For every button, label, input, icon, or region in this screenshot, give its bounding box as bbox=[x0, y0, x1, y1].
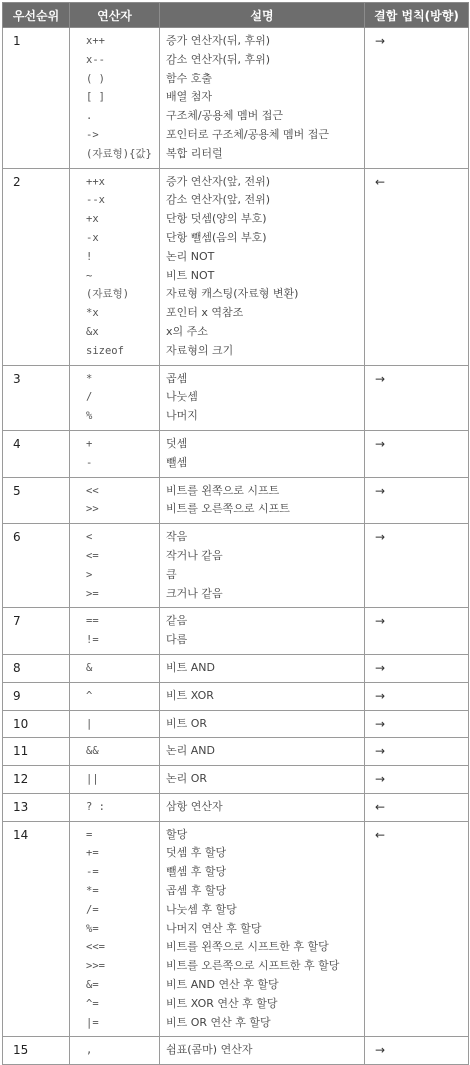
priority-cell bbox=[3, 1037, 70, 1065]
operator-symbol: >> bbox=[86, 503, 99, 516]
operator-description: 곱셈 bbox=[166, 371, 188, 385]
table-row bbox=[3, 1037, 469, 1065]
table-row bbox=[3, 365, 469, 430]
priority-value: 5 bbox=[13, 483, 21, 498]
priority-value: 9 bbox=[13, 688, 21, 703]
priority-cell bbox=[3, 682, 70, 710]
operator-description: 감소 연산자(앞, 전위) bbox=[166, 193, 271, 207]
operator-symbol: (자료형) bbox=[86, 288, 130, 301]
associativity-arrow-icon: ← bbox=[375, 174, 386, 189]
priority-cell bbox=[3, 608, 70, 655]
operator-description: 비트 XOR 연산 후 할당 bbox=[166, 996, 278, 1010]
operator-description: 삼항 연산자 bbox=[166, 799, 223, 813]
operator-symbol: --x bbox=[86, 194, 105, 207]
priority-value: 10 bbox=[13, 716, 29, 731]
table-row bbox=[3, 430, 469, 477]
operator-description: 단항 뺄셈(음의 부호) bbox=[166, 230, 267, 244]
description-cell bbox=[160, 1037, 365, 1065]
operator-description: 곱셈 후 할당 bbox=[166, 884, 227, 898]
operator-symbol: -x bbox=[86, 231, 99, 244]
priority-value: 14 bbox=[13, 827, 29, 842]
description-cell bbox=[160, 766, 365, 794]
operator-symbol: *= bbox=[86, 885, 99, 898]
associativity-cell bbox=[365, 710, 469, 738]
table-row bbox=[3, 524, 469, 608]
operator-symbol: || bbox=[86, 773, 99, 786]
associativity-arrow-icon: → bbox=[375, 1043, 386, 1058]
operator-symbol: == bbox=[86, 615, 99, 628]
operator-symbol: -= bbox=[86, 866, 99, 879]
operator-symbol: <= bbox=[86, 549, 99, 562]
priority-cell bbox=[3, 654, 70, 682]
description-cell bbox=[160, 738, 365, 766]
priority-value: 2 bbox=[13, 174, 21, 189]
operator-description: 논리 AND bbox=[166, 744, 215, 758]
priority-value: 12 bbox=[13, 772, 29, 787]
operator-description: 큼 bbox=[166, 567, 177, 581]
priority-cell bbox=[3, 430, 70, 477]
operator-cell bbox=[70, 524, 160, 608]
operator-description: 뺄셈 후 할당 bbox=[166, 865, 227, 879]
operator-cell bbox=[70, 738, 160, 766]
associativity-arrow-icon: → bbox=[375, 688, 386, 703]
header-associativity: 결합 법칙(방향) bbox=[365, 3, 469, 28]
description-cell bbox=[160, 365, 365, 430]
associativity-arrow-icon: → bbox=[375, 530, 386, 545]
operator-description: 논리 OR bbox=[166, 772, 208, 786]
operator-description: 구조체/공용체 멤버 접근 bbox=[166, 109, 283, 123]
operator-description: 뺄셈 bbox=[166, 455, 188, 469]
table-row bbox=[3, 766, 469, 794]
associativity-cell bbox=[365, 793, 469, 821]
associativity-arrow-icon: → bbox=[375, 483, 386, 498]
description-cell bbox=[160, 710, 365, 738]
operator-cell bbox=[70, 168, 160, 365]
operator-symbol: + bbox=[86, 437, 93, 450]
description-cell bbox=[160, 608, 365, 655]
operator-symbol: , bbox=[86, 1044, 93, 1057]
operator-symbol: /= bbox=[86, 903, 99, 916]
priority-cell bbox=[3, 793, 70, 821]
description-cell bbox=[160, 477, 365, 524]
operator-symbol: ++x bbox=[86, 175, 105, 188]
priority-cell bbox=[3, 365, 70, 430]
operator-description: 비트 NOT bbox=[166, 268, 215, 282]
priority-cell bbox=[3, 168, 70, 365]
description-cell bbox=[160, 821, 365, 1037]
associativity-cell bbox=[365, 766, 469, 794]
operator-cell bbox=[70, 710, 160, 738]
priority-cell bbox=[3, 28, 70, 169]
operator-description: 다름 bbox=[166, 633, 188, 647]
description-cell bbox=[160, 168, 365, 365]
operator-cell bbox=[70, 766, 160, 794]
operator-symbol: > bbox=[86, 568, 93, 581]
operator-symbol: x-- bbox=[86, 53, 105, 66]
operator-description: 같음 bbox=[166, 614, 188, 628]
associativity-cell bbox=[365, 168, 469, 365]
table-row bbox=[3, 654, 469, 682]
associativity-arrow-icon: → bbox=[375, 744, 386, 759]
operator-cell bbox=[70, 430, 160, 477]
operator-symbol: ^= bbox=[86, 997, 99, 1010]
operator-description: 나머지 bbox=[166, 409, 198, 423]
associativity-cell bbox=[365, 430, 469, 477]
description-cell bbox=[160, 654, 365, 682]
operator-symbol: += bbox=[86, 847, 99, 860]
operator-symbol: [ ] bbox=[86, 91, 105, 104]
operator-symbol: %= bbox=[86, 922, 99, 935]
associativity-arrow-icon: → bbox=[375, 614, 386, 629]
table-row bbox=[3, 821, 469, 1037]
priority-value: 7 bbox=[13, 614, 21, 629]
table-row bbox=[3, 477, 469, 524]
operator-description: 복합 리터럴 bbox=[166, 146, 223, 160]
operator-description: 비트를 오른쪽으로 시프트한 후 할당 bbox=[166, 959, 340, 973]
operator-description: 작거나 같음 bbox=[166, 548, 223, 562]
operator-description: 배열 첨자 bbox=[166, 90, 213, 104]
operator-description: 비트를 오른쪽으로 시프트 bbox=[166, 502, 290, 516]
associativity-cell bbox=[365, 682, 469, 710]
associativity-arrow-icon: → bbox=[375, 34, 386, 48]
priority-cell bbox=[3, 524, 70, 608]
operator-symbol: ^ bbox=[86, 689, 93, 702]
operator-symbol: / bbox=[86, 391, 93, 404]
operator-symbol: * bbox=[86, 372, 93, 385]
operator-symbol: sizeof bbox=[86, 344, 124, 357]
operator-symbol: << bbox=[86, 484, 99, 497]
operator-symbol: . bbox=[86, 110, 93, 123]
operator-description: 비트 AND 연산 후 할당 bbox=[166, 978, 279, 992]
operator-symbol: ~ bbox=[86, 269, 93, 282]
associativity-cell bbox=[365, 524, 469, 608]
operator-symbol: >= bbox=[86, 587, 99, 600]
operator-description: 나눗셈 후 할당 bbox=[166, 902, 237, 916]
operator-description: 비트 OR bbox=[166, 716, 208, 730]
priority-cell bbox=[3, 821, 70, 1037]
associativity-arrow-icon: → bbox=[375, 772, 386, 787]
operator-description: 비트 AND bbox=[166, 660, 215, 674]
associativity-arrow-icon: → bbox=[375, 716, 386, 731]
table-row bbox=[3, 793, 469, 821]
priority-value: 15 bbox=[13, 1043, 29, 1058]
description-cell bbox=[160, 793, 365, 821]
operator-symbol: - bbox=[86, 456, 93, 469]
priority-value: 1 bbox=[13, 34, 21, 48]
operator-symbol: ( ) bbox=[86, 72, 105, 85]
operator-symbol: &x bbox=[86, 325, 99, 338]
priority-cell bbox=[3, 710, 70, 738]
operator-description: 작음 bbox=[166, 530, 188, 544]
operator-description: 비트 XOR bbox=[166, 688, 214, 702]
operator-symbol: *x bbox=[86, 307, 99, 320]
table-row bbox=[3, 28, 469, 169]
header-row bbox=[3, 3, 469, 28]
operator-cell bbox=[70, 793, 160, 821]
description-cell bbox=[160, 524, 365, 608]
priority-cell bbox=[3, 766, 70, 794]
operator-symbol: | bbox=[86, 717, 93, 730]
operator-description: 단항 덧셈(양의 부호) bbox=[166, 212, 267, 226]
operator-symbol: != bbox=[86, 634, 99, 647]
associativity-cell bbox=[365, 608, 469, 655]
operator-description: 비트를 왼쪽으로 시프트 bbox=[166, 483, 280, 497]
description-cell bbox=[160, 430, 365, 477]
header-priority: 우선순위 bbox=[3, 3, 70, 28]
priority-value: 11 bbox=[13, 744, 29, 759]
associativity-cell bbox=[365, 28, 469, 169]
associativity-cell bbox=[365, 1037, 469, 1065]
operator-symbol: & bbox=[86, 661, 93, 674]
operator-symbol: |= bbox=[86, 1016, 99, 1029]
table-row bbox=[3, 168, 469, 365]
associativity-cell bbox=[365, 738, 469, 766]
operator-description: 덧셈 후 할당 bbox=[166, 846, 227, 860]
operator-description: 비트 OR 연산 후 할당 bbox=[166, 1015, 271, 1029]
operator-description: 자료형 캐스팅(자료형 변환) bbox=[166, 287, 299, 301]
operator-symbol: = bbox=[86, 828, 93, 841]
associativity-arrow-icon: → bbox=[375, 660, 386, 675]
description-cell bbox=[160, 682, 365, 710]
header-description: 설명 bbox=[160, 3, 365, 28]
operator-description: 쉼표(콤마) 연산자 bbox=[166, 1043, 253, 1057]
operator-cell bbox=[70, 477, 160, 524]
operator-symbol: &= bbox=[86, 979, 99, 992]
operator-description: 포인터 x 역참조 bbox=[166, 306, 244, 320]
operator-description: 나머지 연산 후 할당 bbox=[166, 921, 262, 935]
operator-symbol: < bbox=[86, 531, 93, 544]
associativity-arrow-icon: ← bbox=[375, 799, 386, 814]
operator-cell bbox=[70, 28, 160, 169]
operator-precedence-table bbox=[2, 2, 469, 1065]
operator-description: x의 주소 bbox=[166, 324, 208, 338]
operator-description: 크거나 같음 bbox=[166, 586, 223, 600]
operator-description: 덧셈 bbox=[166, 436, 188, 450]
operator-cell bbox=[70, 1037, 160, 1065]
priority-cell bbox=[3, 738, 70, 766]
priority-value: 6 bbox=[13, 530, 21, 545]
operator-description: 자료형의 크기 bbox=[166, 343, 234, 357]
operator-description: 포인터로 구조체/공용체 멤버 접근 bbox=[166, 127, 329, 141]
table-row bbox=[3, 738, 469, 766]
table-row bbox=[3, 608, 469, 655]
associativity-cell bbox=[365, 477, 469, 524]
operator-cell bbox=[70, 682, 160, 710]
header-operator: 연산자 bbox=[70, 3, 160, 28]
priority-cell bbox=[3, 477, 70, 524]
operator-symbol: && bbox=[86, 745, 99, 758]
operator-description: 비트를 왼쪽으로 시프트한 후 할당 bbox=[166, 940, 329, 954]
priority-value: 4 bbox=[13, 436, 21, 451]
operator-cell bbox=[70, 608, 160, 655]
associativity-arrow-icon: → bbox=[375, 371, 386, 386]
operator-description: 감소 연산자(뒤, 후위) bbox=[166, 52, 271, 66]
associativity-cell bbox=[365, 821, 469, 1037]
table-body bbox=[3, 28, 469, 1065]
operator-symbol: <<= bbox=[86, 941, 105, 954]
description-cell bbox=[160, 28, 365, 169]
operator-symbol: (자료형){값} bbox=[86, 147, 152, 160]
operator-symbol: ? : bbox=[86, 800, 105, 813]
associativity-arrow-icon: ← bbox=[375, 827, 386, 842]
operator-cell bbox=[70, 365, 160, 430]
table-row bbox=[3, 710, 469, 738]
operator-description: 증가 연산자(앞, 전위) bbox=[166, 174, 271, 188]
operator-symbol: +x bbox=[86, 213, 99, 226]
operator-description: 할당 bbox=[166, 827, 188, 841]
associativity-cell bbox=[365, 654, 469, 682]
operator-description: 증가 연산자(뒤, 후위) bbox=[166, 34, 271, 47]
priority-value: 8 bbox=[13, 660, 21, 675]
operator-description: 논리 NOT bbox=[166, 249, 215, 263]
operator-symbol: x++ bbox=[86, 35, 105, 47]
operator-cell bbox=[70, 821, 160, 1037]
operator-description: 나눗셈 bbox=[166, 390, 198, 404]
operator-symbol: >>= bbox=[86, 960, 105, 973]
priority-value: 13 bbox=[13, 799, 29, 814]
associativity-cell bbox=[365, 365, 469, 430]
priority-value: 3 bbox=[13, 371, 21, 386]
associativity-arrow-icon: → bbox=[375, 436, 386, 451]
operator-symbol: % bbox=[86, 410, 93, 423]
operator-cell bbox=[70, 654, 160, 682]
table-row bbox=[3, 682, 469, 710]
operator-symbol: ! bbox=[86, 250, 93, 263]
operator-symbol: -> bbox=[86, 128, 99, 141]
operator-description: 함수 호출 bbox=[166, 71, 213, 85]
